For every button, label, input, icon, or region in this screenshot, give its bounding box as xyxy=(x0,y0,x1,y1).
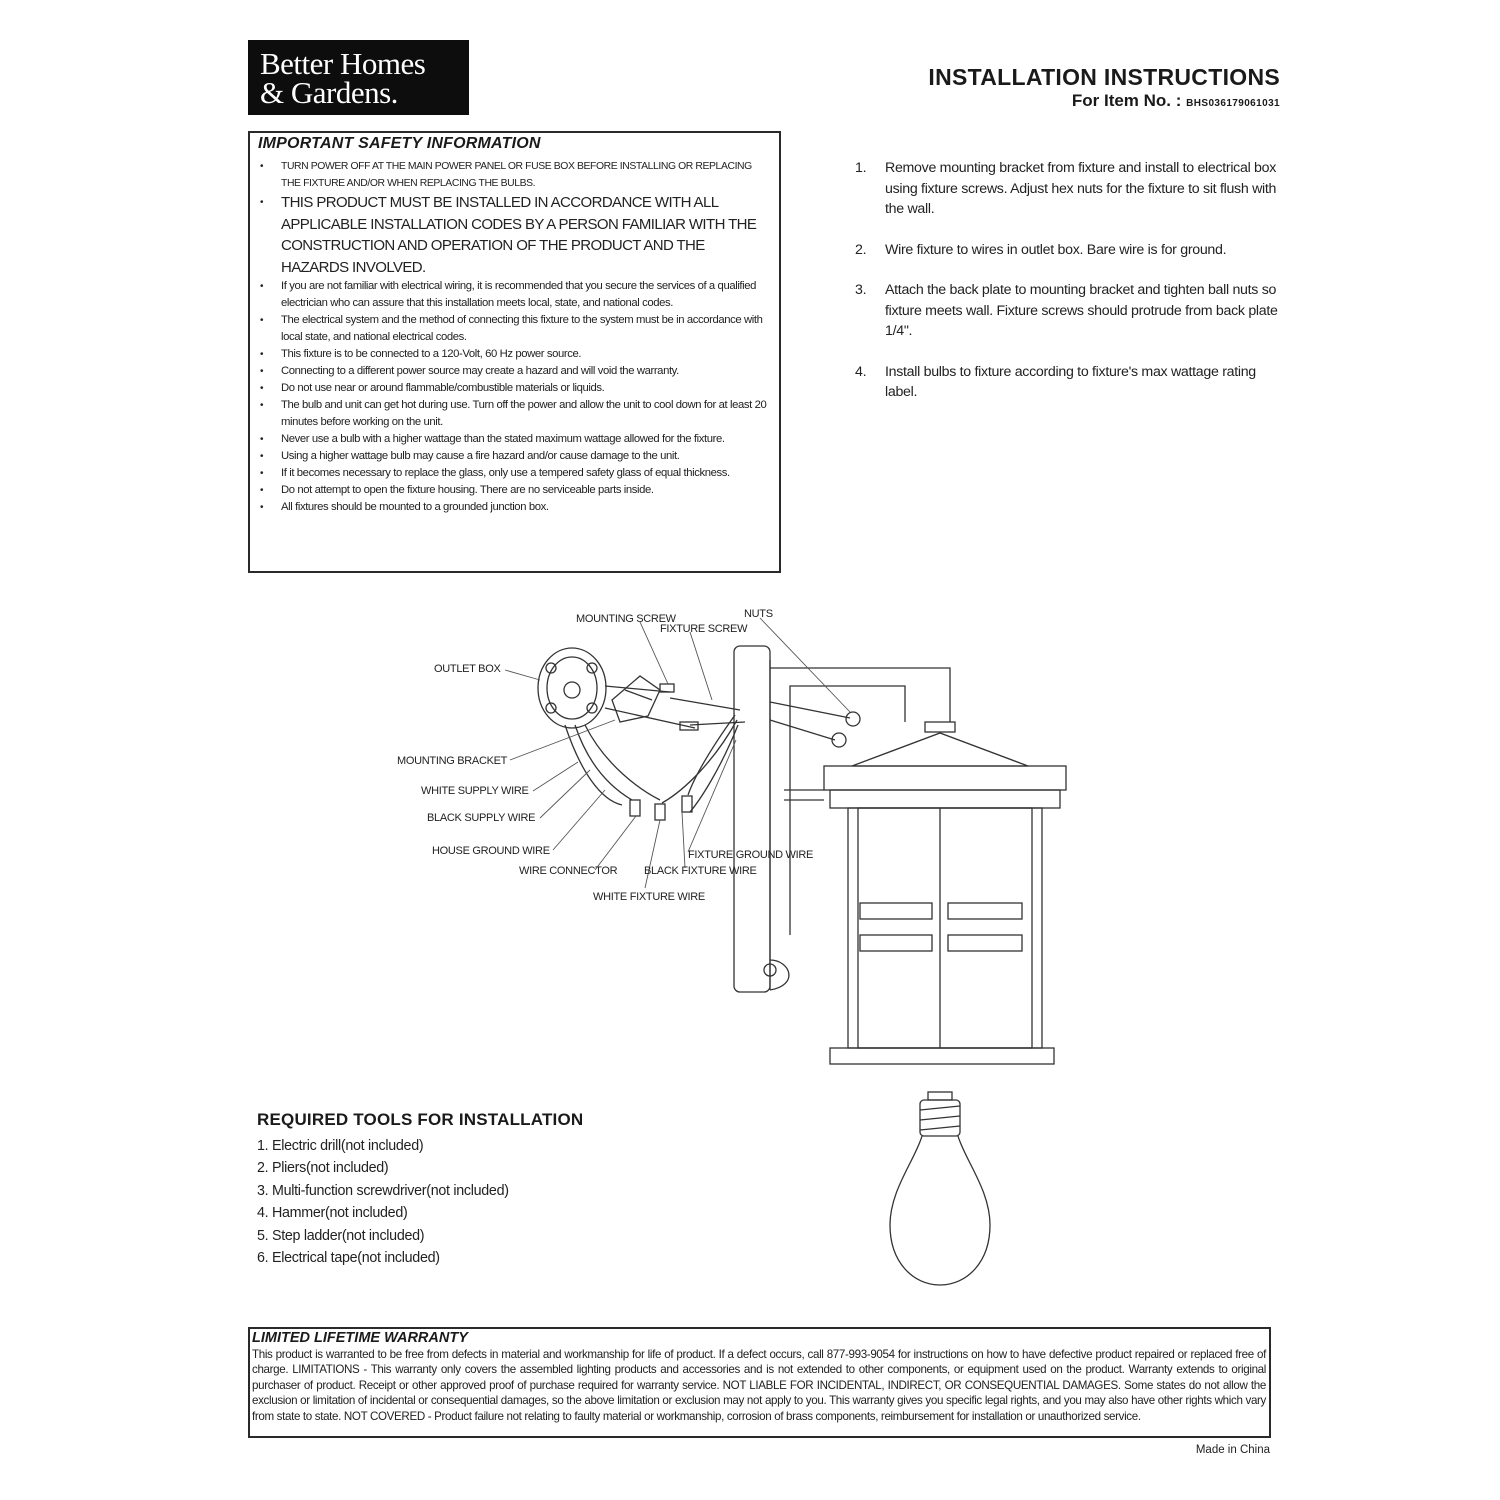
light-bulb-drawing xyxy=(890,1092,990,1285)
safety-item: • Connecting to a different power source may create a hazard and will void the warranty. xyxy=(258,363,773,380)
label-white-supply-wire: WHITE SUPPLY WIRE xyxy=(421,785,529,797)
item-number-line xyxy=(1072,91,1280,111)
label-white-fixture-wire: WHITE FIXTURE WIRE xyxy=(593,891,705,903)
safety-information-box xyxy=(248,131,781,573)
safety-item: • If you are not familiar with electrical wiring, it is recommended that you secure the services of a qualified electrician who can assure that this installation meets local, state, and national codes. xyxy=(258,278,773,312)
tool-item: 4. Hammer(not included) xyxy=(257,1205,408,1222)
step-number: 2. xyxy=(855,241,867,258)
step-number: 3. xyxy=(855,282,867,298)
step-item xyxy=(855,362,1285,403)
safety-list xyxy=(258,159,773,516)
label-mounting-bracket: MOUNTING BRACKET xyxy=(397,755,508,767)
installation-steps xyxy=(855,158,1285,423)
step-item xyxy=(855,280,1285,342)
tool-item: 2. Pliers(not included) xyxy=(257,1160,389,1177)
label-house-ground-wire: HOUSE GROUND WIRE xyxy=(432,845,550,857)
label-fixture-ground-wire: FIXTURE GROUND WIRE xyxy=(688,849,814,861)
item-number: BHS036179061031 xyxy=(1186,98,1280,109)
tool-item: 1. Electric drill(not included) xyxy=(257,1138,424,1154)
wires-drawing xyxy=(565,698,745,820)
warranty-text: This product is warranted to be free from defects in material and workmanship for life of product. If a defect occurs, call 877-993-9054 for instructions on how to have defective product repaired or replaced free of charge. LIMITATIONS - This warranty only covers the assembled lighting products and accessories and is not extended to other components, or equipment used on the product. Warranty extends to original purchaser of product. Receipt or other approved proof of purchase required for warranty service. NOT LIABLE FOR INCIDENTAL, INDIRECT, OR CONSEQUENTIAL DAMAGES. Some states do not allow the exclusion or limitation of incidental or consequential damages, so the above limitation or exclusion may not apply to you. This warranty gives you specific legal rights, and you may also have other rights which vary from state to state. NOT COVERED - Product failure not relating to faulty material or workmanship, corrosion of brass components, reimbursement for installation or unauthorized service. xyxy=(252,1348,1266,1423)
diagram-leader-lines xyxy=(505,618,850,888)
step-item xyxy=(855,240,1285,261)
logo-line-1: Better Homes xyxy=(260,46,426,81)
tool-item: 6. Electrical tape(not included) xyxy=(257,1250,440,1267)
back-plate-drawing xyxy=(734,646,950,992)
warranty-box xyxy=(248,1327,1271,1438)
fixture-installation-diagram xyxy=(0,590,1500,1300)
mounting-bracket-drawing xyxy=(605,676,698,730)
step-number: 1. xyxy=(855,160,867,176)
safety-item: • TURN POWER OFF AT THE MAIN POWER PANEL OR FUSE BOX BEFORE INSTALLING OR REPLACING THE FIXTURE AND/OR WHEN REPLACING THE BULBS. xyxy=(258,159,773,192)
item-number-label: For Item No. : xyxy=(1071,91,1187,110)
outlet-box-drawing xyxy=(538,648,606,728)
label-black-fixture-wire: BLACK FIXTURE WIRE xyxy=(644,865,757,877)
safety-item: • This fixture is to be connected to a 120-Volt, 60 Hz power source. xyxy=(258,346,773,363)
safety-item: • The electrical system and the method of connecting this fixture to the system must be in accordance with local state, and national electrical codes. xyxy=(258,312,773,346)
brand-logo xyxy=(248,40,469,115)
safety-item: • Using a higher wattage bulb may cause a fire hazard and/or cause damage to the unit. xyxy=(258,448,773,465)
tool-item: 5. Step ladder(not included) xyxy=(257,1227,425,1244)
warranty-title: LIMITED LIFETIME WARRANTY xyxy=(252,1330,468,1346)
document-title: INSTALLATION INSTRUCTIONS xyxy=(928,64,1280,90)
label-mounting-screw: MOUNTING SCREW xyxy=(576,613,676,625)
label-nuts: NUTS xyxy=(744,608,773,620)
label-wire-connector: WIRE CONNECTOR xyxy=(519,865,618,877)
logo-line-2: & Gardens. xyxy=(260,75,398,110)
safety-title: IMPORTANT SAFETY INFORMATION xyxy=(258,135,541,152)
safety-item: • The bulb and unit can get hot during use. Turn off the power and allow the unit to cool down for at least 20 minutes before working on the unit. xyxy=(258,397,773,431)
made-in-label: Made in China xyxy=(1195,1444,1270,1456)
safety-item: • All fixtures should be mounted to a grounded junction box. xyxy=(258,499,773,516)
safety-item: • THIS PRODUCT MUST BE INSTALLED IN ACCORDANCE WITH ALL APPLICABLE INSTALLATION CODES BY A PERSON FAMILIAR WITH THE CONSTRUCTION AND OPERATION OF THE PRODUCT AND THE HAZARDS INVOLVED. xyxy=(258,192,773,278)
step-number: 4. xyxy=(855,363,867,380)
step-text: Attach the back plate to mounting bracket and tighten ball nuts so fixture meets wall. Fixture screws should protrude from back plate 1/4". xyxy=(885,282,1278,339)
label-black-supply-wire: BLACK SUPPLY WIRE xyxy=(427,812,536,824)
step-text: Install bulbs to fixture according to fixture's max wattage rating label. xyxy=(885,363,1256,400)
step-item xyxy=(855,158,1285,220)
lantern-fixture-drawing xyxy=(824,722,1066,1064)
safety-item: • Do not attempt to open the fixture housing. There are no serviceable parts inside. xyxy=(258,482,773,499)
tools-list xyxy=(257,1135,509,1269)
label-fixture-screw: FIXTURE SCREW xyxy=(660,623,748,635)
step-text: Wire fixture to wires in outlet box. Bare wire is for ground. xyxy=(885,241,1227,258)
label-outlet-box: OUTLET BOX xyxy=(434,663,501,675)
step-text: Remove mounting bracket from fixture and install to electrical box using fixture screws. Adjust hex nuts for the fixture to sit flush with the wall. xyxy=(885,160,1277,217)
safety-item: • If it becomes necessary to replace the glass, only use a tempered safety glass of equal thickness. xyxy=(258,465,773,482)
safety-item: • Do not use near or around flammable/combustible materials or liquids. xyxy=(258,380,773,397)
tools-title: REQUIRED TOOLS FOR INSTALLATION xyxy=(257,1110,584,1129)
safety-item: • Never use a bulb with a higher wattage than the stated maximum wattage allowed for the fixture. xyxy=(258,431,773,448)
tool-item: 3. Multi-function screwdriver(not included) xyxy=(257,1182,509,1199)
